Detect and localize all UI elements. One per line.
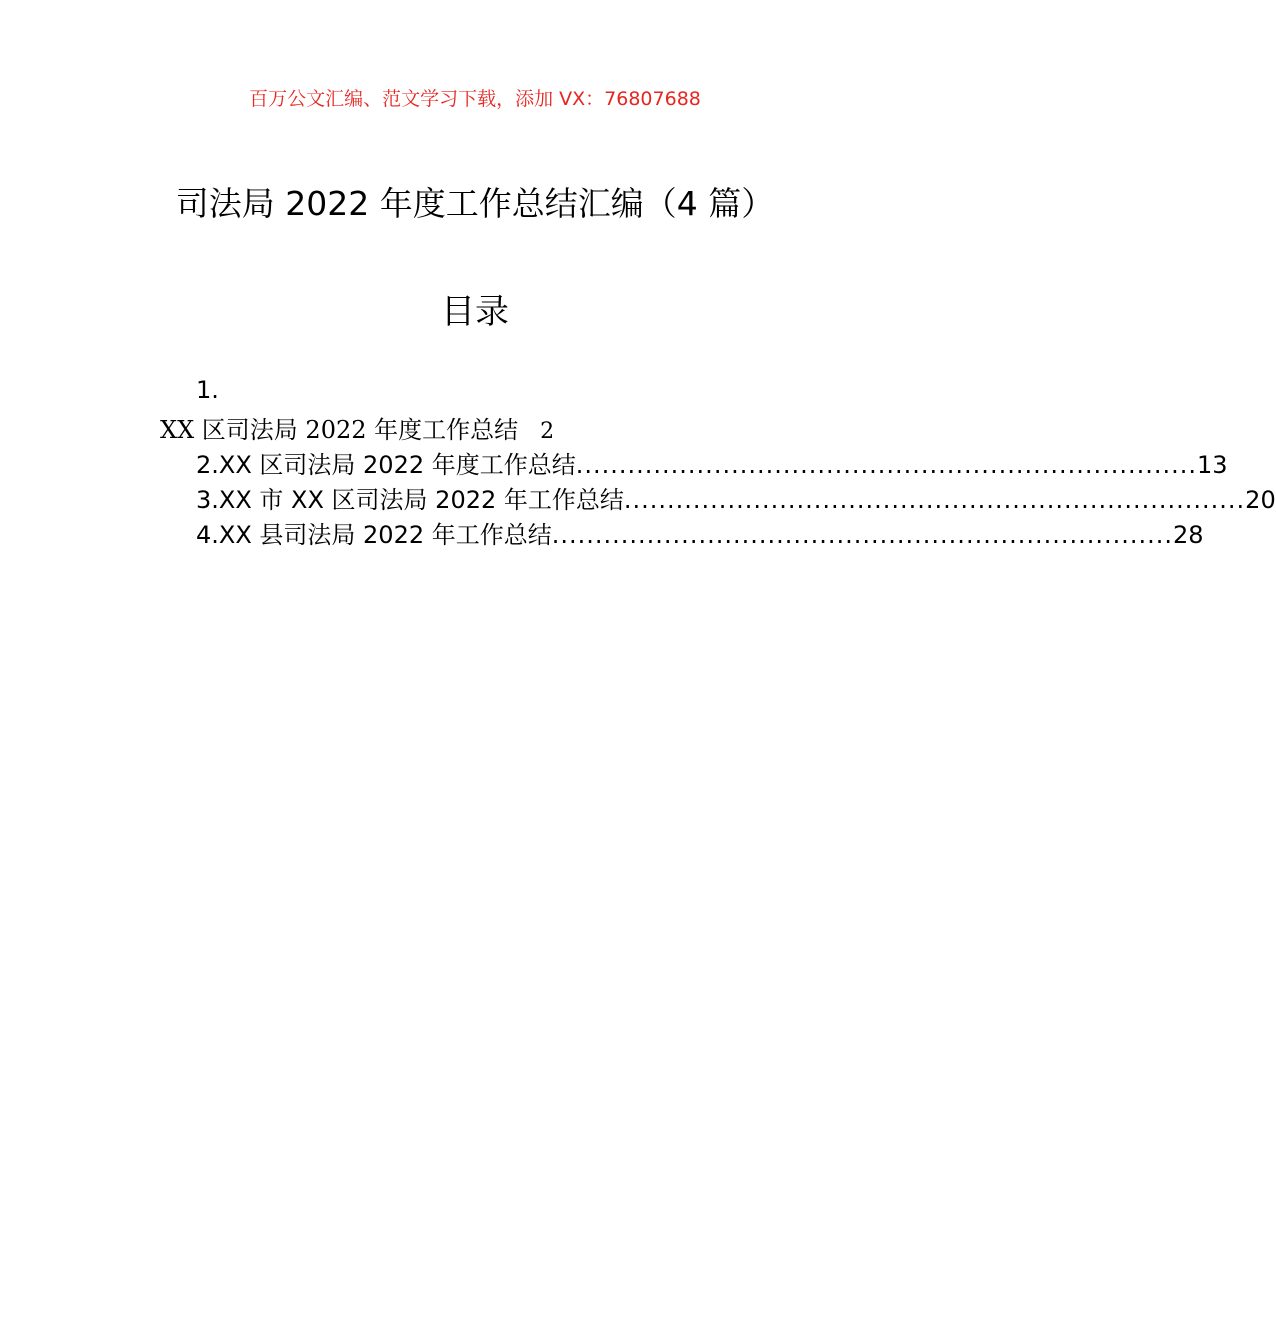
header-note: 百万公文汇编、范文学习下载，添加 VX：76807688 (249, 88, 701, 110)
toc-entry-3-page: 20 (1245, 486, 1276, 514)
toc-entry-1-label: XX 区司法局 2022 年度工作总结 (160, 416, 519, 444)
toc-heading: 目录 (441, 292, 509, 332)
toc-entry-2-page: 13 (1197, 451, 1228, 479)
toc-entry-4-page: 28 (1173, 521, 1204, 549)
toc-entry-1-page: 2 (540, 419, 555, 444)
toc-entry-4-label: 4.XX 县司法局 2022 年工作总结 (196, 521, 552, 549)
toc-entry-3-label: 3.XX 市 XX 区司法局 2022 年工作总结 (196, 486, 624, 514)
toc-leader-dots: ........................................................................ (575, 451, 1198, 479)
toc-entry-1-number: 1. (196, 376, 219, 404)
toc-entry-2-label: 2.XX 区司法局 2022 年度工作总结 (196, 451, 576, 479)
toc-entry-3[interactable] (196, 480, 1276, 514)
toc-entry-1[interactable] (160, 410, 554, 445)
toc-leader-dots: ........................................................................ (551, 521, 1174, 549)
toc-leader-dots: ........................................................................ (623, 486, 1246, 514)
toc-entry-4[interactable] (196, 515, 1204, 549)
toc-entry-2[interactable] (196, 445, 1228, 479)
document-title: 司法局 2022 年度工作总结汇编（4 篇） (175, 184, 775, 223)
